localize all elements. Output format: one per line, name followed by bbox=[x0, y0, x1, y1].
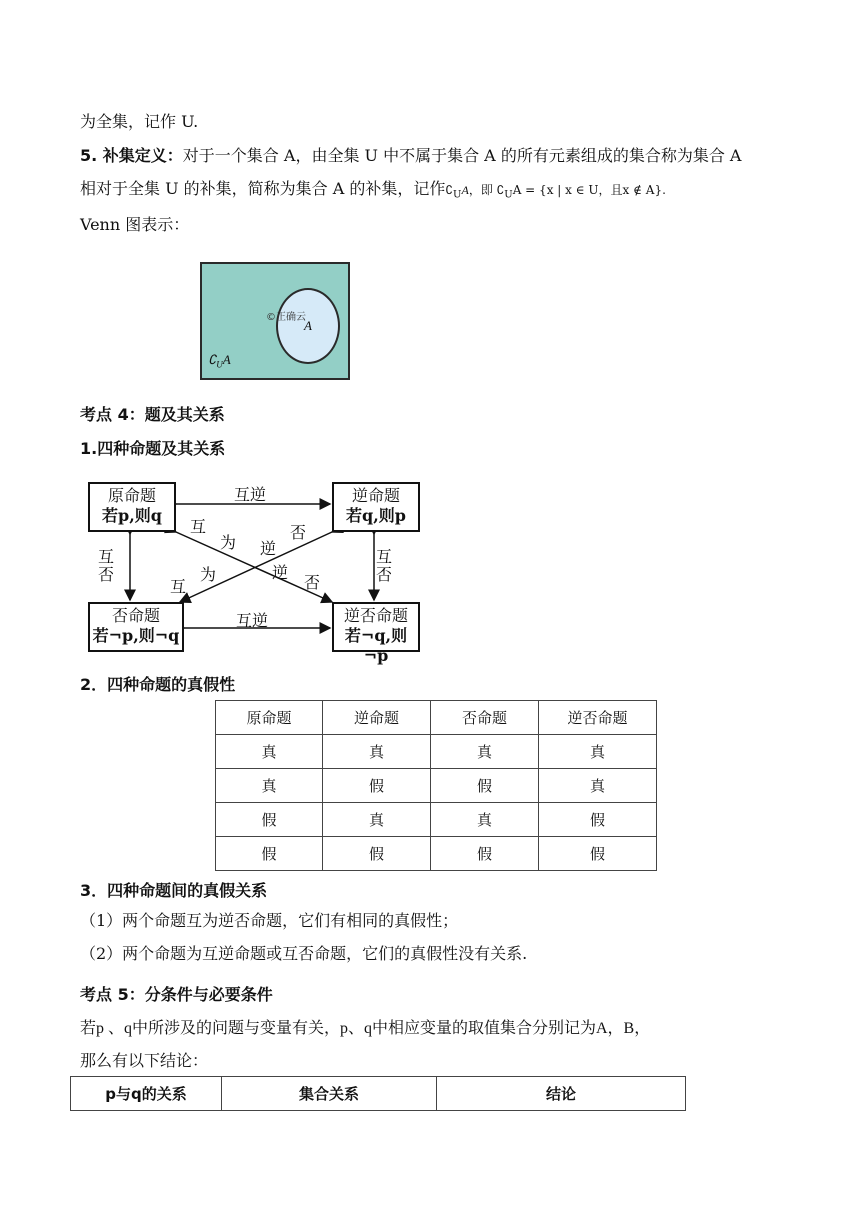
table-header-cell: 逆否命题 bbox=[539, 701, 657, 735]
complement-notation: $∁_UA$ bbox=[445, 183, 469, 201]
diag-char: 为 bbox=[200, 565, 217, 584]
table-header-cell: 原命题 bbox=[216, 701, 323, 735]
section4-sub2: 2．四种命题的真假性 bbox=[80, 675, 236, 694]
section5-line-2: 那么有以下结论： bbox=[80, 1051, 209, 1070]
section4-title: 考点 4：题及其关系 bbox=[80, 405, 225, 424]
table-row bbox=[216, 803, 657, 837]
box-original: 原命题 若p,则q bbox=[88, 482, 176, 532]
section5-line-1: 若p 、q中所涉及的问题与变量有关，p、q中相应变量的取值集合分别记为A，B， bbox=[80, 1020, 651, 1037]
table-header-row bbox=[216, 701, 657, 735]
table-cell: 真 bbox=[431, 803, 539, 837]
section5-title: 考点 5：分条件与必要条件 bbox=[80, 985, 273, 1004]
label-mutual-negation-right: 互否 bbox=[376, 547, 393, 584]
watermark: ©正确云 bbox=[266, 312, 306, 323]
diag-char: 为 bbox=[220, 533, 237, 552]
complement-label: 5. 补集定义： bbox=[80, 146, 183, 165]
venn-diagram bbox=[200, 262, 350, 380]
table-cell: 真 bbox=[539, 735, 657, 769]
box-contrapositive: 逆否命题 若¬q,则¬p bbox=[332, 602, 420, 652]
table-row bbox=[216, 837, 657, 871]
table-cell: 假 bbox=[216, 803, 323, 837]
complement-body-2: 相对于全集 U 的补集，简称为集合 A 的补集，记作 bbox=[80, 179, 446, 198]
complement-line-2 bbox=[80, 178, 666, 206]
complement-formula: ，即 $∁_UA = \{x$ | x ∈ U，且x ∉ A}. bbox=[468, 183, 666, 201]
set-a-label: A bbox=[304, 318, 312, 333]
proposition-diagram bbox=[84, 478, 424, 665]
table-header-cell: 集合关系 bbox=[222, 1077, 437, 1111]
section4-sub3: 3．四种命题间的真假关系 bbox=[80, 881, 268, 900]
table-header-cell: 否命题 bbox=[431, 701, 539, 735]
diag-char: 否 bbox=[304, 573, 321, 592]
table-cell: 真 bbox=[323, 803, 431, 837]
table-cell: 假 bbox=[431, 837, 539, 871]
table-cell: 假 bbox=[539, 803, 657, 837]
label-mutual-converse-top: 互逆 bbox=[234, 485, 267, 504]
complement-body-1: 对于一个集合 A，由全集 U 中不属于集合 A 的所有元素组成的集合称为集合 A bbox=[182, 146, 742, 165]
diag-char: 互 bbox=[170, 577, 187, 596]
table-cell: 真 bbox=[216, 735, 323, 769]
table-cell: 假 bbox=[323, 769, 431, 803]
table-header-cell: 逆命题 bbox=[323, 701, 431, 735]
table-row bbox=[216, 769, 657, 803]
point-2: （2）两个命题为互逆命题或互否命题，它们的真假性没有关系. bbox=[80, 944, 528, 963]
complement-region-label: $∁_UA$ bbox=[208, 352, 231, 370]
box-converse: 逆命题 若q,则p bbox=[332, 482, 420, 532]
complement-line-1 bbox=[80, 145, 741, 167]
diag-char: 互 bbox=[190, 517, 207, 536]
label-mutual-negation-left: 互否 bbox=[98, 547, 115, 584]
section4-sub1: 1.四种命题及其关系 bbox=[80, 439, 226, 458]
table-cell: 假 bbox=[323, 837, 431, 871]
table-header-cell: 结论 bbox=[437, 1077, 686, 1111]
point-1: （1）两个命题互为逆否命题，它们有相同的真假性； bbox=[80, 911, 459, 930]
venn-caption: Venn 图表示： bbox=[80, 215, 190, 234]
label-mutual-converse-bottom: 互逆 bbox=[236, 611, 269, 630]
table-header-cell: p与q的关系 bbox=[71, 1077, 222, 1111]
table-cell: 假 bbox=[216, 837, 323, 871]
universe-line: 为全集，记作 U. bbox=[80, 112, 199, 131]
condition-table bbox=[70, 1076, 686, 1111]
diag-char: 逆 bbox=[272, 563, 289, 582]
diag-char: 逆 bbox=[260, 539, 277, 558]
table-header-row bbox=[71, 1077, 686, 1111]
table-cell: 假 bbox=[539, 837, 657, 871]
table-cell: 真 bbox=[539, 769, 657, 803]
box-inverse: 否命题 若¬p,则¬q bbox=[88, 602, 184, 652]
diag-char: 否 bbox=[290, 523, 307, 542]
table-cell: 真 bbox=[216, 769, 323, 803]
table-cell: 假 bbox=[431, 769, 539, 803]
table-row bbox=[216, 735, 657, 769]
table-cell: 真 bbox=[431, 735, 539, 769]
truth-table bbox=[215, 700, 657, 871]
table-cell: 真 bbox=[323, 735, 431, 769]
